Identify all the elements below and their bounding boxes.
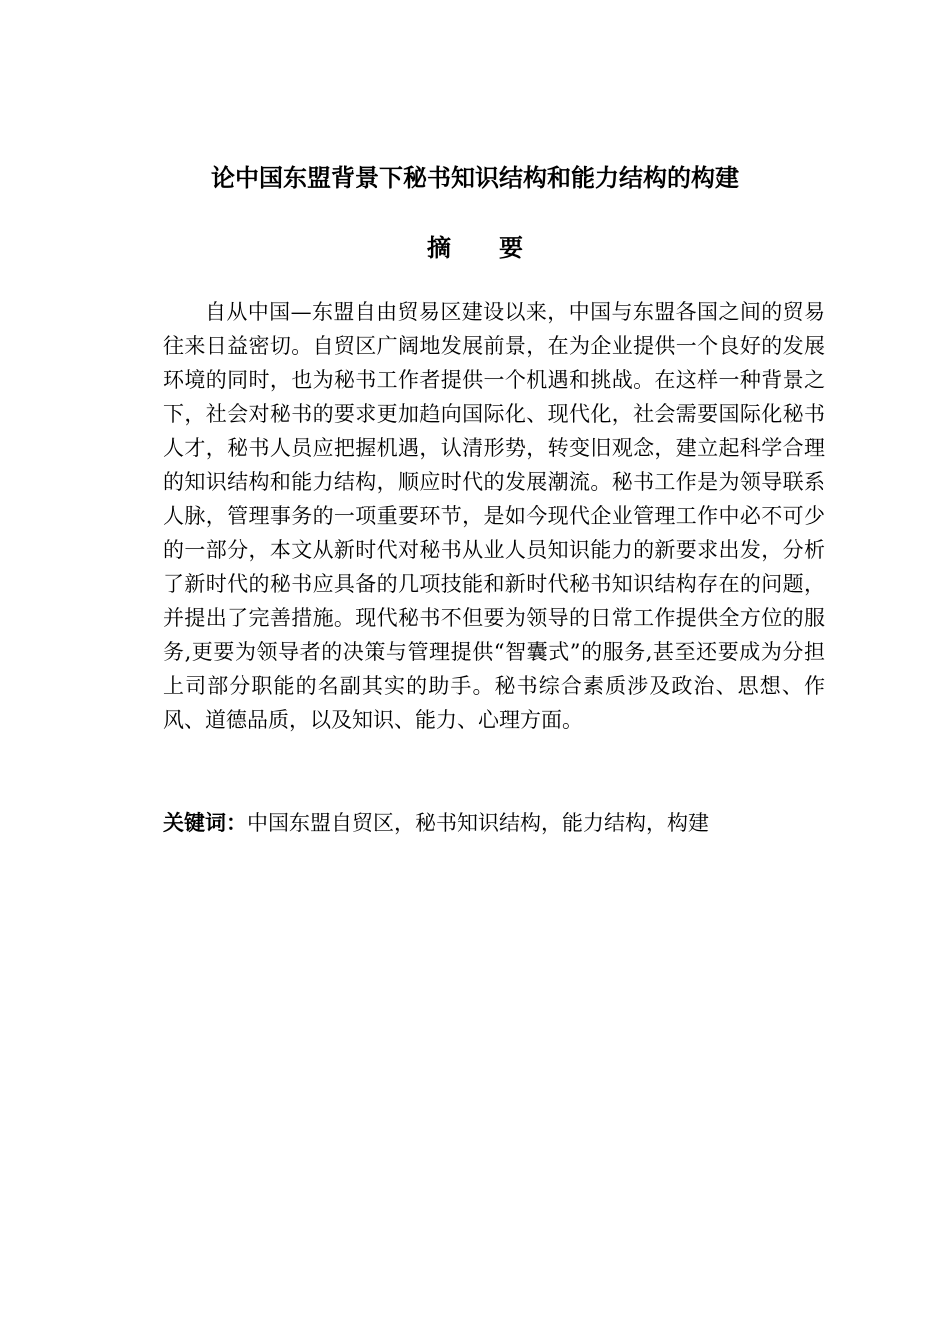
abstract-heading: 摘要 <box>427 234 571 262</box>
keywords-line <box>163 806 825 840</box>
document-title: 论中国东盟背景下秘书知识结构和能力结构的构建 <box>211 164 739 192</box>
keywords-text: 中国东盟自贸区，秘书知识结构，能力结构，构建 <box>247 811 709 835</box>
abstract-body: 自从中国—东盟自由贸易区建设以来，中国与东盟各国之间的贸易往来日益密切。自贸区广阔地发展前景，在为企业提供一个良好的发展环境的同时，也为秘书工作者提供一个机遇和挑战。在这样一种背景之下，社会对秘书的要求更加趋向国际化、现代化，社会需要国际化秘书人才，秘书人员应把握机遇，认清形势，转变旧观念，建立起科学合理的知识结构和能力结构，顺应时代的发展潮流。秘书工作是为领导联系人脉，管理事务的一项重要环节，是如今现代企业管理工作中必不可少的一部分，本文从新时代对秘书从业人员知识能力的新要求出发，分析了新时代的秘书应具备的几项技能和新时代秘书知识结构存在的问题，并提出了完善措施。现代秘书不但要为领导的日常工作提供全方位的服务,更要为领导者的决策与管理提供“智囊式”的服务,甚至还要成为分担上司部分职能的名副其实的助手。秘书综合素质涉及政治、思想、作风、道德品质，以及知识、能力、心理方面。 <box>163 300 825 732</box>
keywords-label: 关键词： <box>163 811 247 835</box>
